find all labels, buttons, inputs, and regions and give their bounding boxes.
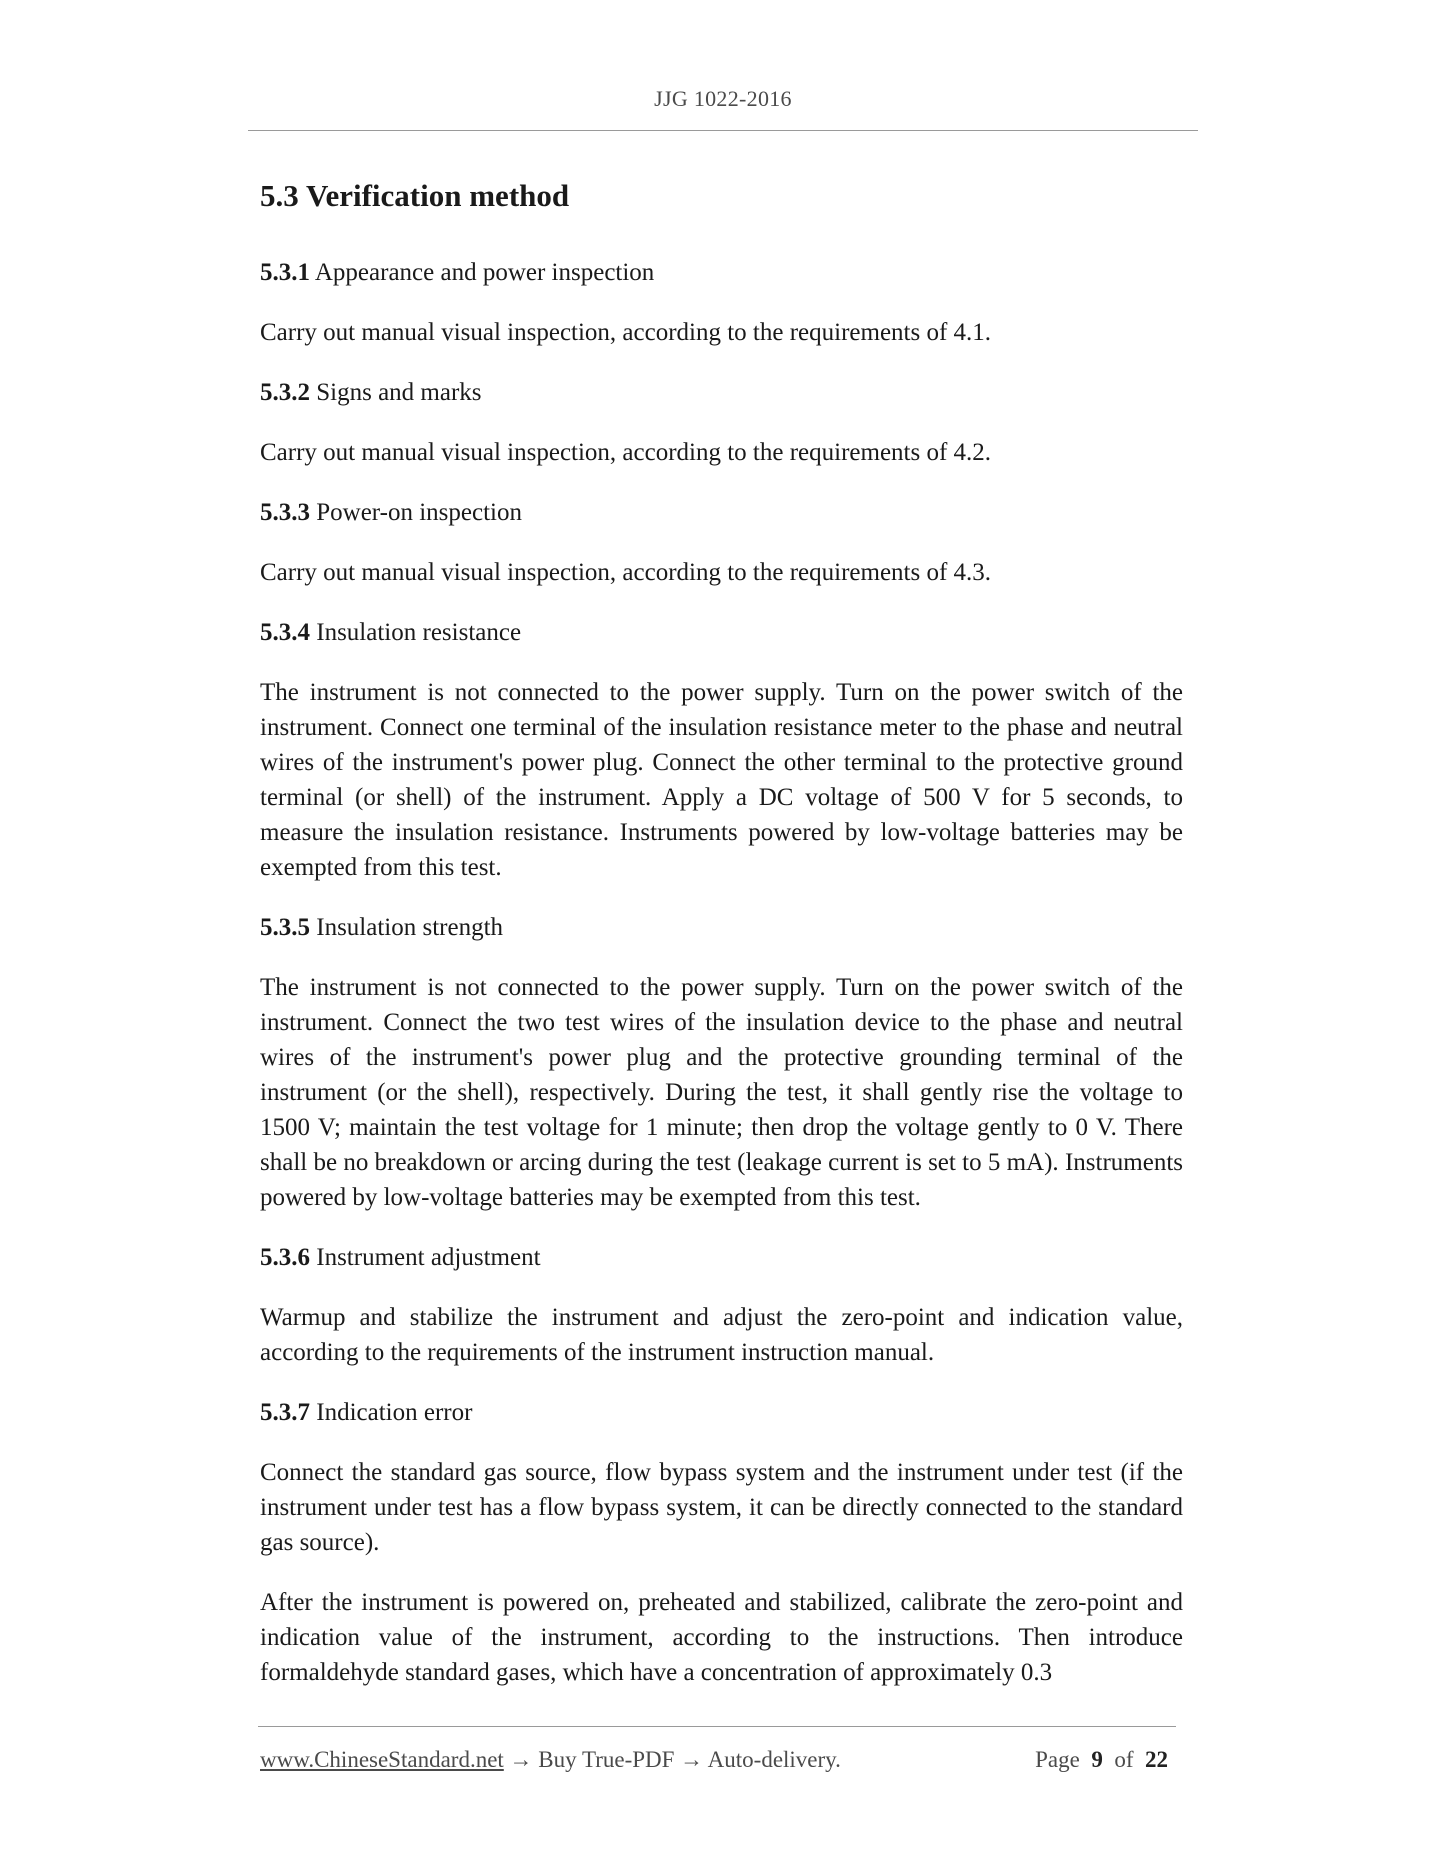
clause-5-3-6: [260, 1240, 1183, 1370]
clause-5-3-3: [260, 495, 1183, 590]
clause-paragraph: Warmup and stabilize the instrument and adjust the zero-point and indication value, according to the requirements of the instrument instruction manual.: [260, 1304, 1183, 1366]
page-number: [1035, 1745, 1168, 1775]
clause-number: 5.3.3: [260, 499, 310, 526]
clause-title: Indication error: [310, 1399, 473, 1426]
clause-paragraph: Carry out manual visual inspection, according to the requirements of 4.1.: [260, 319, 992, 346]
clause-5-3-4: [260, 615, 1183, 885]
clause-5-3-7: [260, 1395, 1183, 1690]
page-label: Page: [1035, 1747, 1080, 1772]
clause-5-3-2: [260, 375, 1183, 470]
clause-paragraph: The instrument is not connected to the power supply. Turn on the power switch of the instrument. Connect the two test wires of the insulation device to the phase and neutral wires of the instrument's power plug and the protective grounding terminal of the instrument (or the shell), respectively. During the test, it shall gently rise the voltage to 1500 V; maintain the test voltage for 1 minute; then drop the voltage gently to 0 V. There shall be no breakdown or arcing during the test (leakage current is set to 5 mA). Instruments powered by low-voltage batteries may be exempted from this test.: [260, 974, 1183, 1211]
clause-heading: [260, 375, 1183, 410]
footer-tagline: → Buy True-PDF → Auto-delivery.: [503, 1747, 841, 1772]
clause-title: Insulation strength: [310, 914, 504, 941]
clause-paragraph: The instrument is not connected to the power supply. Turn on the power switch of the instrument. Connect one terminal of the insulation resistance meter to the phase and neutral wires of the instrument's power plug. Connect the other terminal to the protective ground terminal (or shell) of the instrument. Apply a DC voltage of 500 V for 5 seconds, to measure the insulation resistance. Instruments powered by low-voltage batteries may be exempted from this test.: [260, 679, 1183, 881]
clause-number: 5.3.5: [260, 914, 310, 941]
footer-divider: [258, 1726, 1176, 1727]
clause-paragraph: Carry out manual visual inspection, according to the requirements of 4.2.: [260, 439, 992, 466]
clause-5-3-1: [260, 255, 1183, 350]
running-header: JJG 1022-2016: [654, 86, 792, 111]
clause-heading: [260, 495, 1183, 530]
clause-heading: [260, 615, 1183, 650]
clause-5-3-5: [260, 910, 1183, 1215]
clause-title: Insulation resistance: [310, 619, 522, 646]
footer-promo: [260, 1745, 841, 1775]
page-total: 22: [1145, 1747, 1168, 1772]
clause-number: 5.3.7: [260, 1399, 310, 1426]
website-link[interactable]: www.ChineseStandard.net: [260, 1747, 504, 1772]
page-current: 9: [1091, 1747, 1103, 1772]
clause-title: Signs and marks: [310, 379, 482, 406]
clause-title: Instrument adjustment: [310, 1244, 541, 1271]
clause-paragraph: Connect the standard gas source, flow bypass system and the instrument under test (if the instrument under test has a flow bypass system, it can be directly connected to the standard gas source).: [260, 1459, 1183, 1556]
clause-heading: [260, 1395, 1183, 1430]
clause-title: Appearance and power inspection: [310, 259, 655, 286]
clause-title: Power-on inspection: [310, 499, 522, 526]
clause-number: 5.3.6: [260, 1244, 310, 1271]
clause-heading: [260, 255, 1183, 290]
clause-number: 5.3.1: [260, 259, 310, 286]
clause-number: 5.3.4: [260, 619, 310, 646]
clause-heading: [260, 1240, 1183, 1275]
clause-heading: [260, 910, 1183, 945]
page-of-label: of: [1114, 1747, 1134, 1772]
clause-number: 5.3.2: [260, 379, 310, 406]
page-body: [260, 172, 1183, 1715]
clause-paragraph: Carry out manual visual inspection, according to the requirements of 4.3.: [260, 559, 992, 586]
section-title: 5.3 Verification method: [260, 178, 570, 213]
clause-paragraph: After the instrument is powered on, preheated and stabilized, calibrate the zero-point and indication value of the instrument, according to the instructions. Then introduce formaldehyde standard gases, which have a concentration of approximately 0.3: [260, 1589, 1183, 1686]
header-divider: [248, 130, 1198, 131]
